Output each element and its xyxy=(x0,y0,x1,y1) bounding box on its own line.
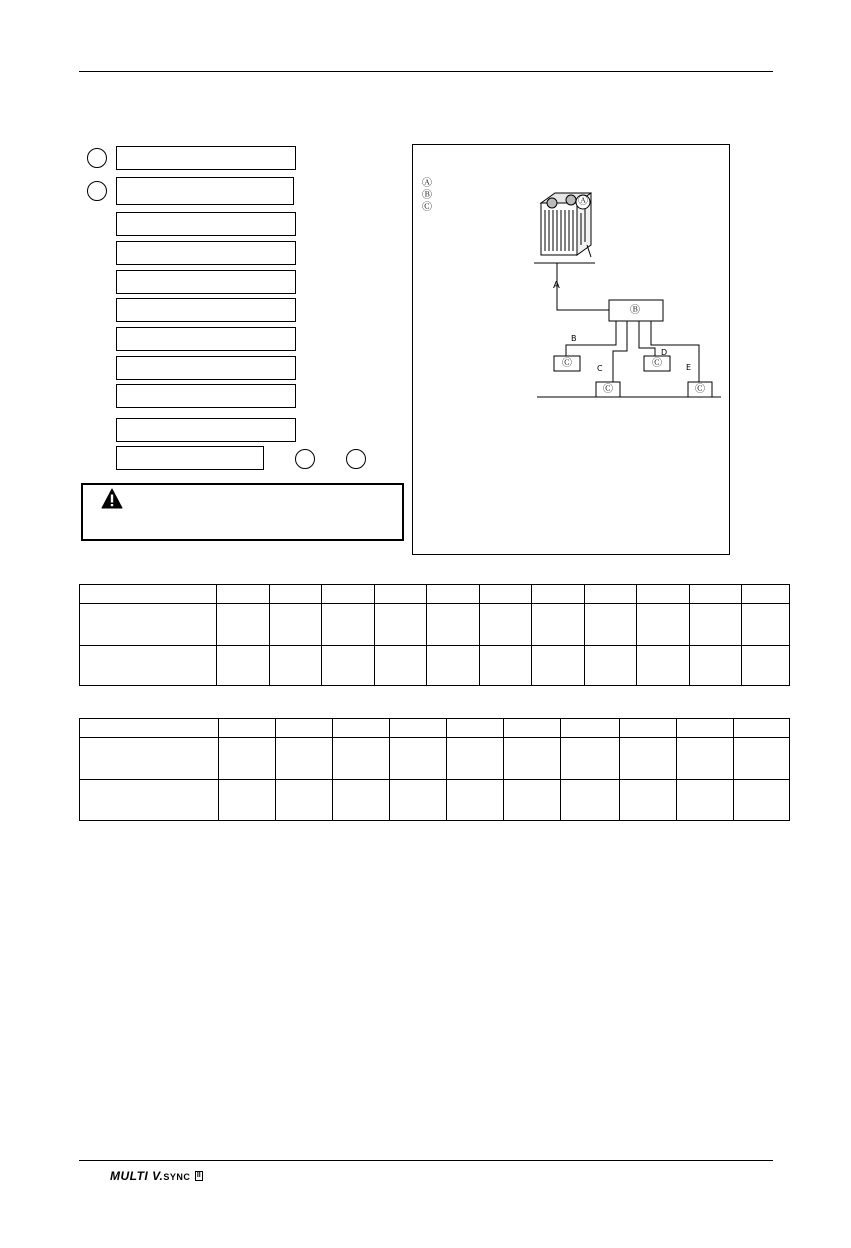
table-row xyxy=(80,646,790,686)
spec-table-1 xyxy=(79,584,790,686)
outdoor-unit-mark: Ⓐ xyxy=(578,196,588,207)
step-box-7 xyxy=(116,327,296,351)
step-box-5 xyxy=(116,270,296,294)
legend-mark-b: Ⓑ xyxy=(422,190,432,201)
logo-version-badge: II xyxy=(196,1171,201,1179)
table-header-row xyxy=(80,719,790,738)
footer-rule xyxy=(79,1160,773,1161)
header-rule xyxy=(79,71,773,72)
indoor-unit-mark-3: Ⓒ xyxy=(603,384,613,395)
step-box-2 xyxy=(116,177,294,205)
spec-table-2 xyxy=(79,718,790,821)
step-box-9 xyxy=(116,384,296,408)
brand-logo xyxy=(110,1167,203,1185)
legend-mark-a: Ⓐ xyxy=(422,178,432,189)
step-number-circle-2 xyxy=(87,181,107,201)
step-box-6 xyxy=(116,298,296,322)
piping-schematic xyxy=(413,145,731,556)
pipe-label-c: C xyxy=(597,364,603,373)
logo-main-text: MULTI V. xyxy=(110,1169,164,1183)
step-box-11 xyxy=(116,446,264,470)
step-box-4 xyxy=(116,241,296,265)
piping-diagram xyxy=(412,144,730,555)
option-circle-1 xyxy=(295,449,315,469)
pipe-label-d: D xyxy=(661,348,668,357)
pipe-label-a: A xyxy=(553,280,560,291)
table-row xyxy=(80,604,790,646)
branch-unit-mark: Ⓑ xyxy=(630,305,640,316)
indoor-unit-mark-4: Ⓒ xyxy=(695,384,705,395)
step-number-circle-1 xyxy=(87,148,107,168)
warning-triangle-icon xyxy=(101,488,123,510)
table-header-row xyxy=(80,585,790,604)
logo-sync-text: SYNC xyxy=(163,1172,191,1182)
table-row xyxy=(80,780,790,821)
step-box-3 xyxy=(116,212,296,236)
indoor-unit-mark-2: Ⓒ xyxy=(652,358,662,369)
pipe-label-b: B xyxy=(571,334,577,343)
step-box-10 xyxy=(116,418,296,442)
indoor-unit-mark-1: Ⓒ xyxy=(562,358,572,369)
warning-box xyxy=(81,483,404,541)
pipe-label-e: E xyxy=(686,363,692,372)
step-box-8 xyxy=(116,356,296,380)
legend-mark-c: Ⓒ xyxy=(422,202,432,213)
table-row xyxy=(80,738,790,780)
option-circle-2 xyxy=(346,449,366,469)
step-box-1 xyxy=(116,146,296,170)
